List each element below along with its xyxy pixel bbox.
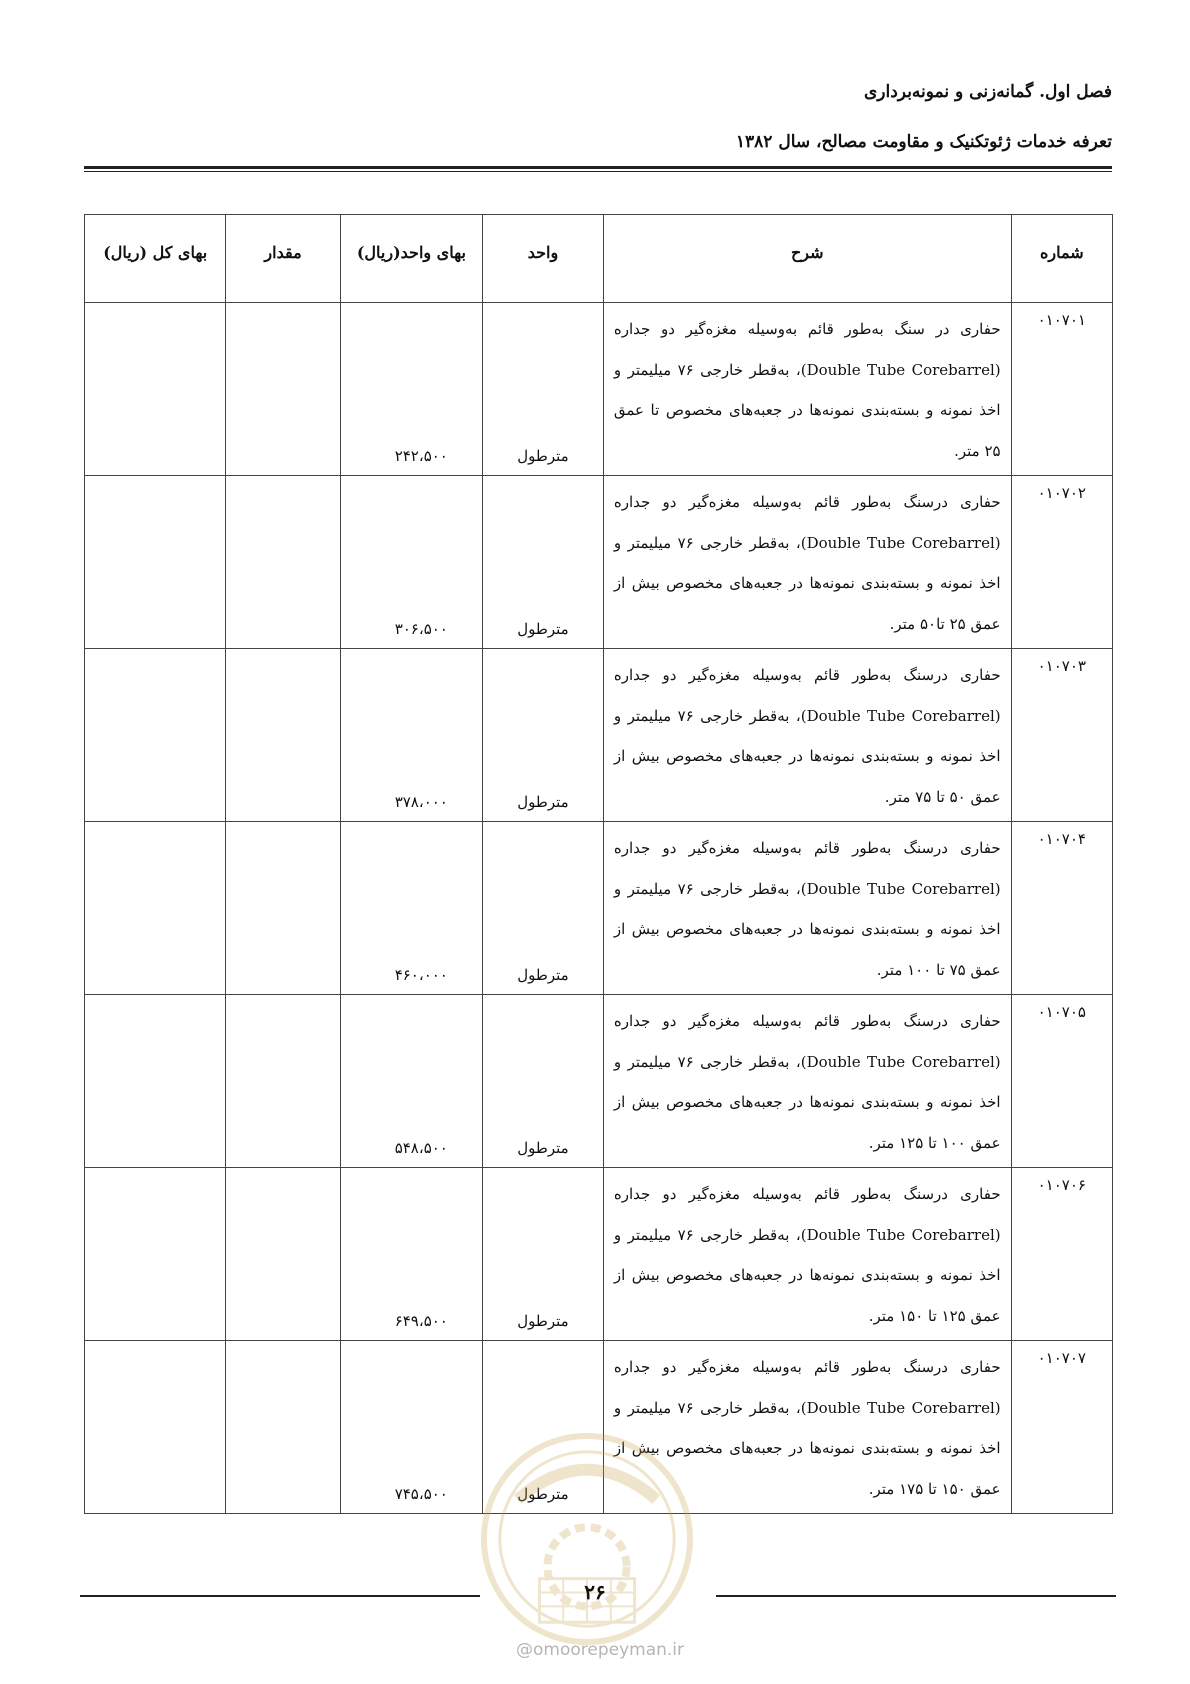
column-header-unit-price: بهای واحد(ریال) xyxy=(340,215,482,303)
row-unit-price: ۷۴۵،۵۰۰ xyxy=(340,1341,482,1514)
row-unit-price: ۵۴۸،۵۰۰ xyxy=(340,995,482,1168)
row-unit: مترطول xyxy=(483,303,604,476)
table-row xyxy=(85,822,1113,995)
row-description: حفاری درسنگ به‌طور قائم به‌وسیله مغزه‌گیر دو جداره (Double Tube Corebarrel)، به‌قطر خارجی ۷۶ میلیمتر و اخذ نمونه و بسته‌بندی نمونه‌ها در جعبه‌های مخصوص بیش از عمق ۱۲۵ تا ۱۵۰ متر. xyxy=(603,1168,1011,1341)
row-description: حفاری درسنگ به‌طور قائم به‌وسیله مغزه‌گیر دو جداره (Double Tube Corebarrel)، به‌قطر خارجی ۷۶ میلیمتر و اخذ نمونه و بسته‌بندی نمونه‌ها در جعبه‌های مخصوص بیش از عمق ۵۰ تا ۷۵ متر. xyxy=(603,649,1011,822)
column-header-description: شرح xyxy=(603,215,1011,303)
table-row xyxy=(85,1168,1113,1341)
row-unit: مترطول xyxy=(483,1168,604,1341)
header-rule-thick xyxy=(84,166,1112,169)
footer-rule-left xyxy=(80,1595,480,1597)
column-header-number: شماره xyxy=(1011,215,1112,303)
table-row xyxy=(85,303,1113,476)
row-unit-price: ۶۴۹،۵۰۰ xyxy=(340,1168,482,1341)
row-description: حفاری درسنگ به‌طور قائم به‌وسیله مغزه‌گیر دو جداره (Double Tube Corebarrel)، به‌قطر خارجی ۷۶ میلیمتر و اخذ نمونه و بسته‌بندی نمونه‌ها در جعبه‌های مخصوص بیش از عمق ۲۵ تا۵۰ متر. xyxy=(603,476,1011,649)
row-total-price xyxy=(85,1168,226,1341)
row-unit: مترطول xyxy=(483,995,604,1168)
row-quantity xyxy=(226,649,340,822)
row-quantity xyxy=(226,1341,340,1514)
row-unit-price: ۴۶۰،۰۰۰ xyxy=(340,822,482,995)
watermark-site-text: @omoorepeyman.ir xyxy=(515,1640,685,1660)
row-description: حفاری در سنگ به‌طور قائم به‌وسیله مغزه‌گیر دو جداره (Double Tube Corebarrel)، به‌قطر خارجی ۷۶ میلیمتر و اخذ نمونه و بسته‌بندی نمونه‌ها در جعبه‌های مخصوص تا عمق ۲۵ متر. xyxy=(603,303,1011,476)
table-row xyxy=(85,995,1113,1168)
row-number: ۰۱۰۷۰۱ xyxy=(1011,303,1112,476)
row-total-price xyxy=(85,649,226,822)
row-quantity xyxy=(226,1168,340,1341)
header-rule-thin xyxy=(84,171,1112,172)
row-description: حفاری درسنگ به‌طور قائم به‌وسیله مغزه‌گیر دو جداره (Double Tube Corebarrel)، به‌قطر خارجی ۷۶ میلیمتر و اخذ نمونه و بسته‌بندی نمونه‌ها در جعبه‌های مخصوص بیش از عمق ۱۵۰ تا ۱۷۵ متر. xyxy=(603,1341,1011,1514)
row-total-price xyxy=(85,822,226,995)
row-number: ۰۱۰۷۰۶ xyxy=(1011,1168,1112,1341)
row-number: ۰۱۰۷۰۵ xyxy=(1011,995,1112,1168)
row-total-price xyxy=(85,1341,226,1514)
watermark-seal-logo xyxy=(478,1430,696,1648)
row-unit: مترطول xyxy=(483,476,604,649)
table-row xyxy=(85,649,1113,822)
row-description: حفاری درسنگ به‌طور قائم به‌وسیله مغزه‌گیر دو جداره (Double Tube Corebarrel)، به‌قطر خارجی ۷۶ میلیمتر و اخذ نمونه و بسته‌بندی نمونه‌ها در جعبه‌های مخصوص بیش از عمق ۷۵ تا ۱۰۰ متر. xyxy=(603,822,1011,995)
row-number: ۰۱۰۷۰۴ xyxy=(1011,822,1112,995)
page-header xyxy=(84,76,1112,158)
row-quantity xyxy=(226,995,340,1168)
row-total-price xyxy=(85,303,226,476)
chapter-title: فصل اول. گمانه‌زنی و نمونه‌برداری xyxy=(864,82,1112,102)
row-number: ۰۱۰۷۰۷ xyxy=(1011,1341,1112,1514)
table-header-row xyxy=(85,215,1113,303)
row-total-price xyxy=(85,476,226,649)
row-total-price xyxy=(85,995,226,1168)
table-row xyxy=(85,476,1113,649)
column-header-quantity: مقدار xyxy=(226,215,340,303)
row-quantity xyxy=(226,303,340,476)
column-header-unit: واحد xyxy=(483,215,604,303)
row-description: حفاری درسنگ به‌طور قائم به‌وسیله مغزه‌گیر دو جداره (Double Tube Corebarrel)، به‌قطر خارجی ۷۶ میلیمتر و اخذ نمونه و بسته‌بندی نمونه‌ها در جعبه‌های مخصوص بیش از عمق ۱۰۰ تا ۱۲۵ متر. xyxy=(603,995,1011,1168)
row-unit: مترطول xyxy=(483,649,604,822)
row-unit-price: ۳۷۸،۰۰۰ xyxy=(340,649,482,822)
page-number: ۲۶ xyxy=(584,1580,606,1604)
row-unit-price: ۳۰۶،۵۰۰ xyxy=(340,476,482,649)
tariff-table xyxy=(84,214,1113,1514)
row-number: ۰۱۰۷۰۳ xyxy=(1011,649,1112,822)
document-subtitle: تعرفه خدمات ژئوتکنیک و مقاومت مصالح، سال ۱۳۸۲ xyxy=(735,132,1112,152)
row-unit-price: ۲۴۲،۵۰۰ xyxy=(340,303,482,476)
column-header-total-price: بهای کل (ریال) xyxy=(85,215,226,303)
row-quantity xyxy=(226,476,340,649)
row-unit: مترطول xyxy=(483,822,604,995)
row-unit: مترطول xyxy=(483,1341,604,1514)
footer-rule-right xyxy=(716,1595,1116,1597)
row-number: ۰۱۰۷۰۲ xyxy=(1011,476,1112,649)
row-quantity xyxy=(226,822,340,995)
